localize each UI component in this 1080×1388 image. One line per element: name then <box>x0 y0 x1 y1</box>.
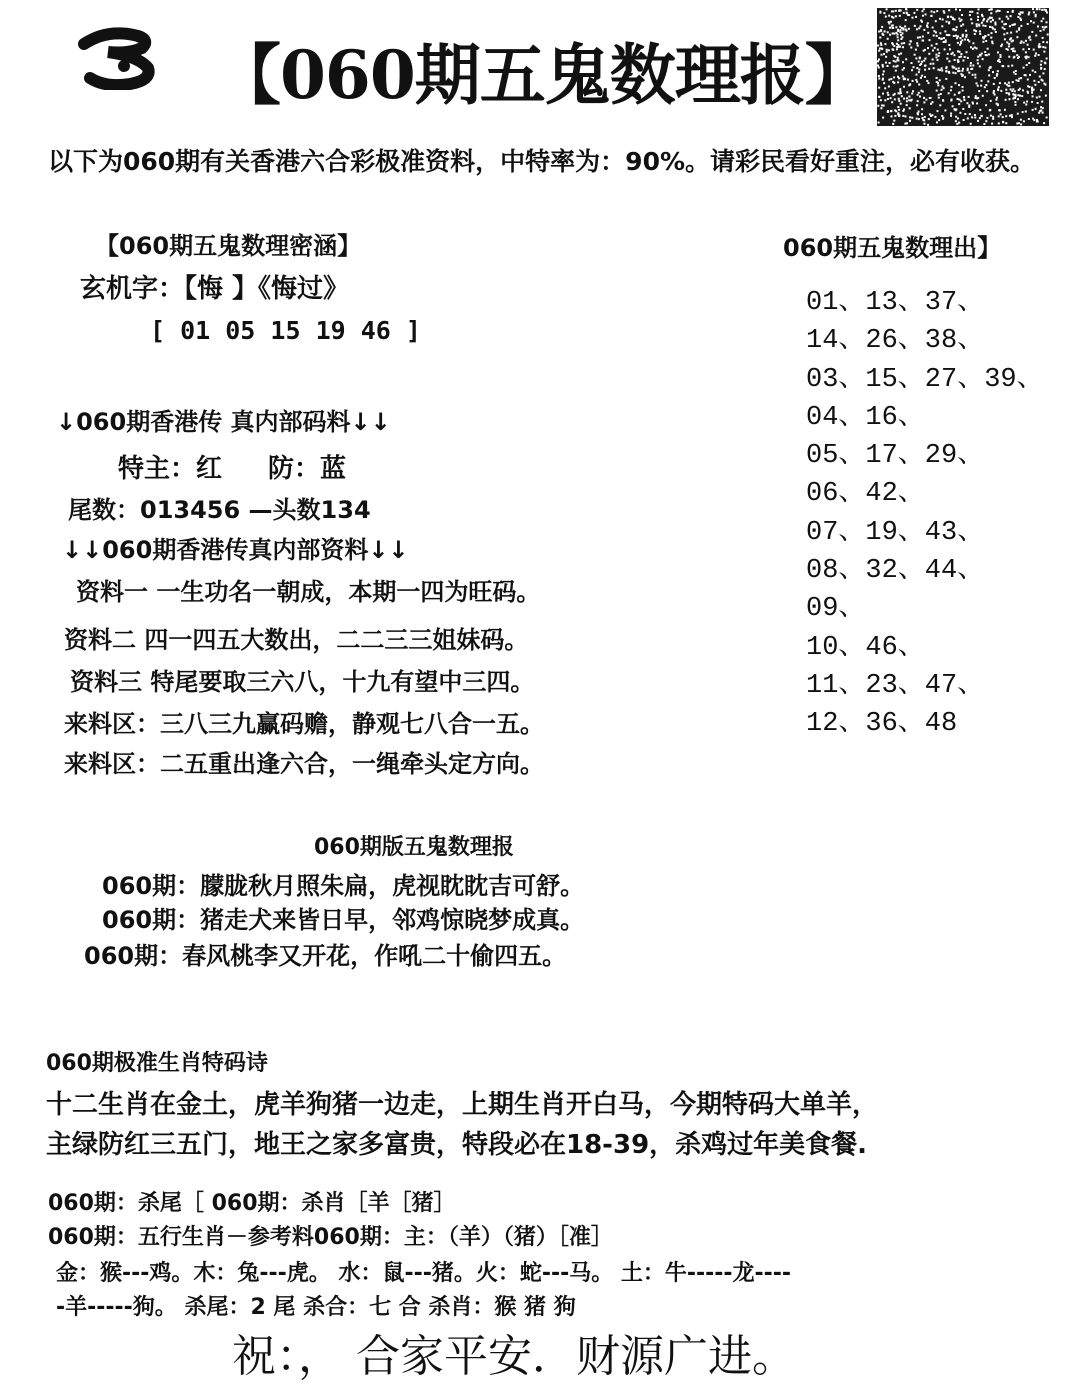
bottom-line: 060期：杀尾［ 060期：杀肖［羊［猪］ <box>48 1191 456 1216</box>
fang-text: 防：蓝 <box>268 454 347 484</box>
list-item: 08、32、44、 <box>806 556 985 587</box>
list-item: 06、42、 <box>806 479 925 510</box>
list-item: 01、13、37、 <box>806 288 985 318</box>
list-item: 12、36、48 <box>806 709 958 740</box>
list-item: 09、 <box>806 594 866 625</box>
list-item: 资料三 特尾要取三六八，十九有望中三四。 <box>70 668 535 696</box>
qr-code-icon <box>877 8 1049 126</box>
section-title-neibu-maliao: ↓060期香港传 真内部码料↓↓ <box>56 408 391 436</box>
list-item: 03、15、27、39、 <box>806 364 1044 395</box>
list-item: 资料一 一生功名一朝成，本期一四为旺码。 <box>76 578 541 606</box>
list-item: 10、46、 <box>806 632 925 663</box>
zodiac-line: 十二生肖在金土，虎羊狗猪一边走，上期生肖开白马，今期特码大单羊， <box>46 1090 879 1120</box>
section-title-mihan: 【060期五鬼数理密涵】 <box>95 232 362 260</box>
section-title-neibu-ziliao: ↓↓060期香港传真内部资料↓↓ <box>62 536 409 564</box>
intro-text: 以下为060期有关香港六合彩极准资料，中特率为：90%。请彩民看好重注，必有收获。 <box>48 147 1036 176</box>
bottom-line: 金：猴---鸡。木：兔---虎。 水：鼠---猪。火：蛇---马。 土：牛-----龙---- <box>56 1261 792 1286</box>
zodiac-title: 060期极准生肖特码诗 <box>46 1051 268 1076</box>
te-zhu-text: 特主：红 <box>118 454 223 484</box>
number-list <box>806 284 1044 744</box>
right-section-title: 060期五鬼数理出】 <box>783 234 1002 262</box>
list-item: 05、17、29、 <box>806 441 985 472</box>
blessing-text: 祝：， 合家平安．财源广进。 <box>232 1331 796 1382</box>
list-item: 11、23、47、 <box>806 670 985 701</box>
poem-line: 060期：猪走犬来皆日早，邻鸡惊晓梦成真。 <box>102 906 585 934</box>
poem-line: 060期：春风桃李又开花，作吼二十偷四五。 <box>84 942 567 970</box>
logo-icon <box>78 26 156 90</box>
bottom-line: -羊-----狗。 杀尾：2 尾 杀合：七 合 杀肖：猴 猪 狗 <box>56 1295 576 1320</box>
page-title: 【060期五鬼数理报】 <box>215 36 870 114</box>
wei-shu-text: 尾数：013456 —头数134 <box>68 496 371 524</box>
numbers-bracket: [ 01 05 15 19 46 ] <box>150 316 421 345</box>
list-item: 04、16、 <box>806 402 925 433</box>
list-item: 来料区：三八三九赢码赡，静观七八合一五。 <box>64 710 544 738</box>
xuanji-text: 玄机字：【悔 】《悔过》 <box>80 274 350 304</box>
poem-title: 060期版五鬼数理报 <box>314 835 514 860</box>
list-item: 14、26、38、 <box>806 326 985 357</box>
list-item: 资料二 四一四五大数出，二二三三姐妹码。 <box>64 626 529 654</box>
bottom-line: 060期：五行生肖－参考料060期：主：（羊）（猪）［准］ <box>48 1225 613 1250</box>
list-item: 07、19、43、 <box>806 517 985 548</box>
zodiac-line: 主绿防红三五门，地王之家多富贵，特段必在18-39，杀鸡过年美食餐. <box>46 1130 868 1160</box>
poem-line: 060期：朦胧秋月照朱扁，虎视眈眈吉可舒。 <box>102 872 585 900</box>
list-item: 来料区：二五重出逢六合，一绳牵头定方向。 <box>64 750 544 778</box>
